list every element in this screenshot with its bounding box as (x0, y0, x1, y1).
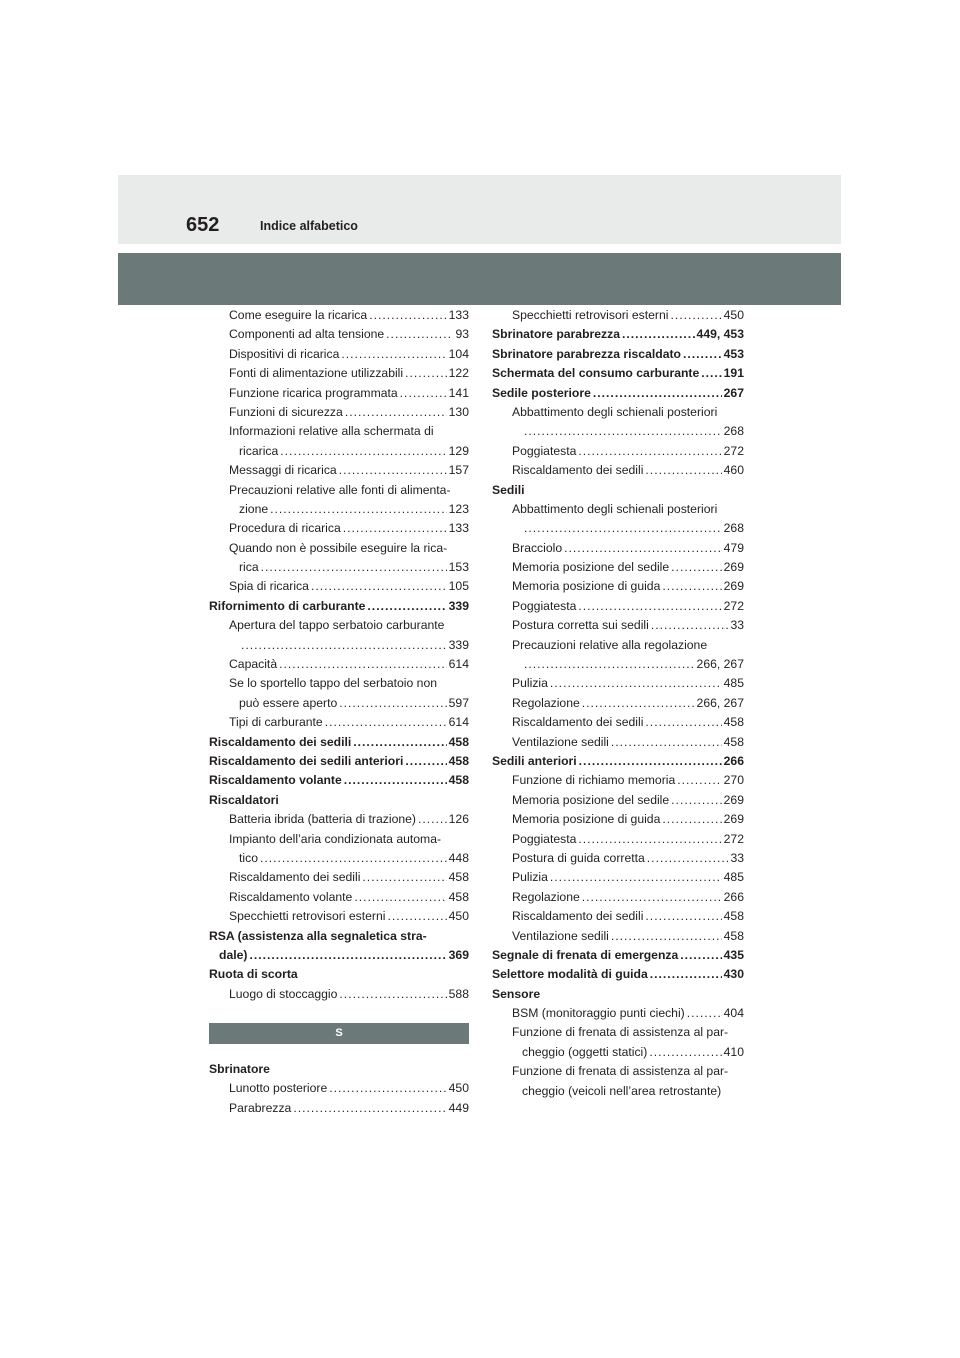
page-reference[interactable]: 458 (723, 909, 744, 924)
entry-text: Sensore (492, 986, 541, 1001)
entry-text: cheggio (veicoli nell’area retrostante) (522, 1083, 722, 1098)
entry-text: Lunotto posteriore (229, 1081, 328, 1096)
dot-leader (670, 306, 721, 325)
index-subentry (209, 1099, 469, 1118)
index-subentry (209, 636, 469, 655)
index-subentry (492, 849, 744, 868)
entry-text: Memoria posizione del sedile (512, 792, 670, 807)
index-subentry (492, 519, 744, 538)
dot-leader (353, 733, 446, 752)
page-number: 652 (186, 214, 220, 236)
header-band (118, 175, 841, 244)
entry-text: Abbattimento degli schienali posteriori (512, 501, 718, 516)
entry-text: Precauzioni relative alle fonti di alimenta- (229, 482, 451, 497)
entry-text: Segnale di frenata di emergenza (492, 947, 679, 962)
index-entry (209, 965, 469, 984)
page-reference[interactable]: 269 (723, 792, 744, 807)
dot-leader (386, 325, 453, 344)
page-reference[interactable]: 369 (448, 947, 469, 962)
dot-leader (582, 888, 722, 907)
page-reference[interactable]: 266, 267 (696, 695, 744, 710)
entry-text: Abbattimento degli schienali posteriori (512, 404, 718, 419)
index-subentry (492, 1062, 744, 1081)
page-reference[interactable]: 339 (448, 637, 469, 652)
index-subentry (209, 384, 469, 403)
page-reference[interactable]: 269 (723, 812, 744, 827)
entry-text: Ruota di scorta (209, 967, 298, 982)
index-subentry (209, 403, 469, 422)
dot-leader (564, 539, 722, 558)
page-reference[interactable]: 460 (723, 463, 744, 478)
entry-text: Poggiatesta (512, 443, 577, 458)
entry-text: Rifornimento di carburante (209, 598, 366, 613)
entry-text: Memoria posizione del sedile (512, 560, 670, 575)
dot-leader (418, 810, 447, 829)
page-reference[interactable]: 269 (723, 560, 744, 575)
entry-text: Riscaldamento dei sedili (229, 870, 361, 885)
index-subentry (209, 830, 469, 849)
entry-text: Capacità (229, 657, 278, 672)
index-entry (492, 985, 744, 1004)
entry-text: Poggiatesta (512, 831, 577, 846)
index-entry (209, 927, 469, 946)
entry-text: Sbrinatore parabrezza riscaldato (492, 346, 681, 361)
index-entry (209, 946, 469, 965)
index-subentry (492, 1043, 744, 1062)
dot-leader (344, 771, 447, 790)
index-subentry (492, 907, 744, 926)
entry-text: può essere aperto (239, 695, 338, 710)
entry-text: Bracciolo (512, 540, 563, 555)
entry-text: Procedura di ricarica (229, 521, 341, 536)
entry-text: Regolazione (512, 695, 580, 710)
index-subentry (492, 927, 744, 946)
page-reference[interactable]: 458 (448, 889, 469, 904)
dot-leader (325, 713, 447, 732)
dot-leader (645, 713, 721, 732)
entry-text: Postura di guida corretta (512, 850, 645, 865)
index-subentry (209, 985, 469, 1004)
page-reference[interactable]: 268 (723, 424, 744, 439)
index-subentry (492, 1023, 744, 1042)
entry-text: ricarica (239, 443, 279, 458)
index-subentry (209, 907, 469, 926)
page-reference[interactable]: 269 (723, 579, 744, 594)
entry-text: Pulizia (512, 870, 548, 885)
page-reference[interactable]: 588 (448, 986, 469, 1001)
index-subentry (492, 733, 744, 752)
entry-text: Spia di ricarica (229, 579, 309, 594)
page-reference[interactable]: 339 (448, 598, 469, 613)
dot-leader (339, 461, 447, 480)
entry-text: Funzione di frenata di assistenza al par- (512, 1025, 729, 1040)
index-subentry (492, 597, 744, 616)
entry-text: Precauzioni relative alla regolazione (512, 637, 708, 652)
index-subentry (209, 868, 469, 887)
entry-text: Funzione di frenata di assistenza al par- (512, 1064, 729, 1079)
dot-leader (662, 577, 721, 596)
page-reference[interactable]: 449, 453 (696, 327, 744, 342)
entry-text: Apertura del tappo serbatoio carburante (229, 618, 445, 633)
index-subentry (492, 830, 744, 849)
index-entry (492, 965, 744, 984)
entry-text: Ventilazione sedili (512, 734, 609, 749)
index-subentry (209, 364, 469, 383)
page-reference[interactable]: 268 (723, 521, 744, 536)
dot-leader (645, 907, 721, 926)
index-entry (209, 791, 469, 810)
index-entry (492, 384, 744, 403)
index-subentry (492, 771, 744, 790)
dot-leader (343, 519, 447, 538)
entry-text: Riscaldamento dei sedili anteriori (209, 753, 404, 768)
entry-text: Riscaldatori (209, 792, 279, 807)
index-subentry (492, 1004, 744, 1023)
page-reference[interactable]: 122 (448, 366, 469, 381)
entry-text: Memoria posizione di guida (512, 579, 661, 594)
dot-leader (362, 868, 446, 887)
page-reference[interactable]: 123 (448, 501, 469, 516)
dot-leader (687, 1004, 722, 1023)
entry-text: dale) (219, 947, 248, 962)
dot-leader (280, 442, 446, 461)
entry-text: Postura corretta sui sedili (512, 618, 649, 633)
dot-leader (677, 771, 721, 790)
dot-leader (369, 306, 446, 325)
index-subentry (492, 655, 744, 674)
dot-leader (279, 655, 447, 674)
page-reference[interactable]: 267 (723, 385, 744, 400)
page-reference[interactable]: 266 (723, 889, 744, 904)
index-entry (209, 1060, 469, 1079)
index-subentry (492, 713, 744, 732)
page-reference[interactable]: 272 (723, 598, 744, 613)
dot-leader (270, 500, 447, 519)
dot-leader (647, 849, 729, 868)
index-column-left (209, 306, 469, 1118)
section-title: Indice alfabetico (260, 219, 358, 233)
entry-text: Poggiatesta (512, 598, 577, 613)
index-subentry (209, 713, 469, 732)
dot-leader (645, 461, 721, 480)
page-reference[interactable]: 458 (448, 734, 469, 749)
page-reference[interactable]: 191 (723, 366, 744, 381)
entry-text: Come eseguire la ricarica (229, 308, 368, 322)
page-reference[interactable]: 33 (730, 618, 744, 633)
index-subentry (209, 422, 469, 441)
dot-leader (550, 674, 722, 693)
index-subentry (209, 345, 469, 364)
index-subentry (209, 655, 469, 674)
index-subentry (492, 461, 744, 480)
index-entry (492, 946, 744, 965)
entry-text: Specchietti retrovisori esterni (512, 308, 669, 322)
page-reference[interactable]: 130 (448, 404, 469, 419)
dot-leader (524, 655, 695, 674)
page-reference[interactable]: 435 (723, 947, 744, 962)
index-subentry (209, 616, 469, 635)
index-subentry (492, 442, 744, 461)
page-reference[interactable]: 450 (723, 308, 744, 322)
entry-text: Riscaldamento dei sedili (512, 715, 644, 730)
entry-text: Riscaldamento dei sedili (209, 734, 352, 749)
dot-leader (611, 733, 722, 752)
dot-leader (671, 558, 721, 577)
page-reference[interactable]: 458 (723, 734, 744, 749)
dot-leader (249, 946, 446, 965)
entry-text: Riscaldamento volante (209, 773, 342, 788)
dot-leader (339, 985, 446, 1004)
page-reference[interactable]: 266, 267 (696, 657, 744, 672)
index-subentry (209, 849, 469, 868)
index-entry (492, 364, 744, 383)
entry-text: Sedili anteriori (492, 753, 577, 768)
page-reference[interactable]: 33 (730, 850, 744, 865)
entry-text: Memoria posizione di guida (512, 812, 661, 827)
index-entry (209, 752, 469, 771)
entry-text: Pulizia (512, 676, 548, 691)
entry-text: Componenti ad alta tensione (229, 327, 385, 342)
entry-text: Tipi di carburante (229, 715, 323, 730)
dot-leader (650, 965, 722, 984)
page-reference[interactable]: 485 (723, 870, 744, 885)
page-reference[interactable]: 126 (448, 812, 469, 827)
page-reference[interactable]: 93 (455, 327, 469, 342)
page-reference[interactable]: 404 (723, 1006, 744, 1021)
entry-text: Dispositivi di ricarica (229, 346, 340, 361)
dot-leader (662, 810, 721, 829)
dot-leader (622, 325, 695, 344)
dot-leader (341, 345, 446, 364)
entry-text: Parabrezza (229, 1100, 292, 1115)
page-reference[interactable]: 614 (448, 657, 469, 672)
entry-text: Sbrinatore (209, 1062, 270, 1077)
dot-leader (241, 636, 447, 655)
index-entry (209, 771, 469, 790)
entry-text: Fonti di alimentazione utilizzabili (229, 366, 404, 381)
entry-text: Riscaldamento dei sedili (512, 463, 644, 478)
page-reference[interactable]: 485 (723, 676, 744, 691)
dot-leader (593, 384, 722, 403)
dot-leader (579, 752, 722, 771)
index-subentry (209, 325, 469, 344)
entry-text: Quando non è possibile eseguire la rica- (229, 540, 448, 555)
page-reference[interactable]: 272 (723, 831, 744, 846)
page-reference[interactable]: 157 (448, 463, 469, 478)
index-subentry (209, 461, 469, 480)
page-reference[interactable]: 453 (723, 346, 744, 361)
page-reference[interactable]: 129 (448, 443, 469, 458)
dot-leader (405, 752, 446, 771)
dot-leader (311, 577, 447, 596)
entry-text: Regolazione (512, 889, 580, 904)
index-entry (209, 597, 469, 616)
index-entry (492, 481, 744, 500)
dot-leader (671, 791, 721, 810)
page-reference[interactable]: 410 (723, 1044, 744, 1059)
page-reference[interactable]: 133 (448, 521, 469, 536)
entry-text: Sedili (492, 482, 525, 497)
index-subentry (209, 558, 469, 577)
page-reference[interactable]: 449 (448, 1100, 469, 1115)
dot-leader (400, 384, 447, 403)
index-subentry (209, 888, 469, 907)
dot-leader (550, 868, 722, 887)
entry-text: Impianto dell’aria condizionata automa- (229, 831, 442, 846)
entry-text: zione (239, 501, 269, 516)
index-letter-band: S (209, 1023, 469, 1044)
index-subentry (209, 481, 469, 500)
index-subentry (492, 306, 744, 325)
page-reference[interactable]: 479 (723, 540, 744, 555)
entry-text: Informazioni relative alla schermata di (229, 424, 434, 439)
page-reference[interactable]: 272 (723, 443, 744, 458)
entry-text: Specchietti retrovisori esterni (229, 909, 386, 924)
entry-text: Funzione di richiamo memoria (512, 773, 676, 788)
dot-leader (680, 946, 721, 965)
entry-text: rica (239, 560, 259, 575)
index-subentry (492, 694, 744, 713)
dot-leader (293, 1099, 446, 1118)
index-entry (492, 325, 744, 344)
page-reference[interactable]: 270 (723, 773, 744, 788)
dot-leader (261, 558, 447, 577)
dot-leader (651, 616, 729, 635)
dot-leader (354, 888, 446, 907)
entry-text: Sedile posteriore (492, 385, 591, 400)
index-subentry (492, 674, 744, 693)
index-entry (492, 345, 744, 364)
entry-text: cheggio (oggetti statici) (522, 1044, 648, 1059)
index-column-right (492, 306, 744, 1101)
dot-leader (329, 1079, 446, 1098)
entry-text: RSA (assistenza alla segnaletica stra- (209, 928, 427, 943)
page-reference[interactable]: 458 (448, 753, 469, 768)
page-reference[interactable]: 458 (448, 870, 469, 885)
index-subentry (492, 403, 744, 422)
entry-text: tico (239, 850, 258, 865)
page-reference[interactable]: 104 (448, 346, 469, 361)
page-reference[interactable]: 458 (448, 773, 469, 788)
entry-text: Se lo sportello tappo del serbatoio non (229, 676, 438, 691)
index-subentry (492, 500, 744, 519)
dot-leader (260, 849, 447, 868)
entry-text: Riscaldamento dei sedili (512, 909, 644, 924)
index-subentry (492, 888, 744, 907)
dot-leader (649, 1043, 721, 1062)
page-reference[interactable]: 141 (448, 385, 469, 400)
page-reference[interactable]: 458 (723, 928, 744, 943)
entry-text: Riscaldamento volante (229, 889, 353, 904)
index-subentry (492, 868, 744, 887)
dot-leader (582, 694, 695, 713)
dot-leader (701, 364, 721, 383)
index-subentry (209, 500, 469, 519)
index-subentry (492, 636, 744, 655)
dot-leader (611, 927, 722, 946)
dot-leader (367, 597, 446, 616)
entry-text: Batteria ibrida (batteria di trazione) (229, 812, 416, 827)
index-subentry (492, 616, 744, 635)
entry-text: BSM (monitoraggio punti ciechi) (512, 1006, 685, 1021)
dot-leader (524, 422, 722, 441)
entry-text: Funzioni di sicurezza (229, 404, 343, 419)
dot-leader (683, 345, 722, 364)
index-subentry (209, 577, 469, 596)
dot-leader (345, 403, 447, 422)
index-subentry (209, 694, 469, 713)
index-subentry (492, 791, 744, 810)
index-subentry (209, 539, 469, 558)
index-subentry (209, 519, 469, 538)
index-subentry (209, 306, 469, 325)
index-subentry (492, 422, 744, 441)
dot-leader (524, 519, 722, 538)
index-subentry (492, 577, 744, 596)
page-reference[interactable]: 133 (448, 308, 469, 322)
entry-text: Messaggi di ricarica (229, 463, 337, 478)
dot-leader (339, 694, 446, 713)
entry-text: Sbrinatore parabrezza (492, 327, 621, 342)
entry-text: Schermata del consumo carburante (492, 366, 700, 381)
page-reference[interactable]: 597 (448, 695, 469, 710)
index-subentry (492, 1082, 744, 1101)
page-reference[interactable]: 430 (723, 967, 744, 982)
dot-leader (405, 364, 447, 383)
index-subentry (209, 810, 469, 829)
dot-leader (578, 830, 721, 849)
index-subentry (209, 1079, 469, 1098)
page-reference[interactable]: 450 (448, 1081, 469, 1096)
entry-text: Selettore modalità di guida (492, 967, 648, 982)
page-reference[interactable]: 450 (448, 909, 469, 924)
page-reference[interactable]: 153 (448, 560, 469, 575)
dot-leader (387, 907, 446, 926)
page-reference[interactable]: 614 (448, 715, 469, 730)
index-entry (209, 733, 469, 752)
entry-text: Funzione ricarica programmata (229, 385, 398, 400)
index-subentry (209, 674, 469, 693)
page-reference[interactable]: 266 (723, 753, 744, 768)
index-subentry (492, 539, 744, 558)
dot-leader (578, 442, 721, 461)
index-subentry (492, 810, 744, 829)
index-entry (492, 752, 744, 771)
page-reference[interactable]: 105 (448, 579, 469, 594)
entry-text: Ventilazione sedili (512, 928, 609, 943)
page-reference[interactable]: 448 (448, 850, 469, 865)
header-dark-band (118, 253, 841, 305)
dot-leader (578, 597, 721, 616)
index-subentry (492, 558, 744, 577)
index-subentry (209, 442, 469, 461)
page-reference[interactable]: 458 (723, 715, 744, 730)
entry-text: Luogo di stoccaggio (229, 986, 338, 1001)
